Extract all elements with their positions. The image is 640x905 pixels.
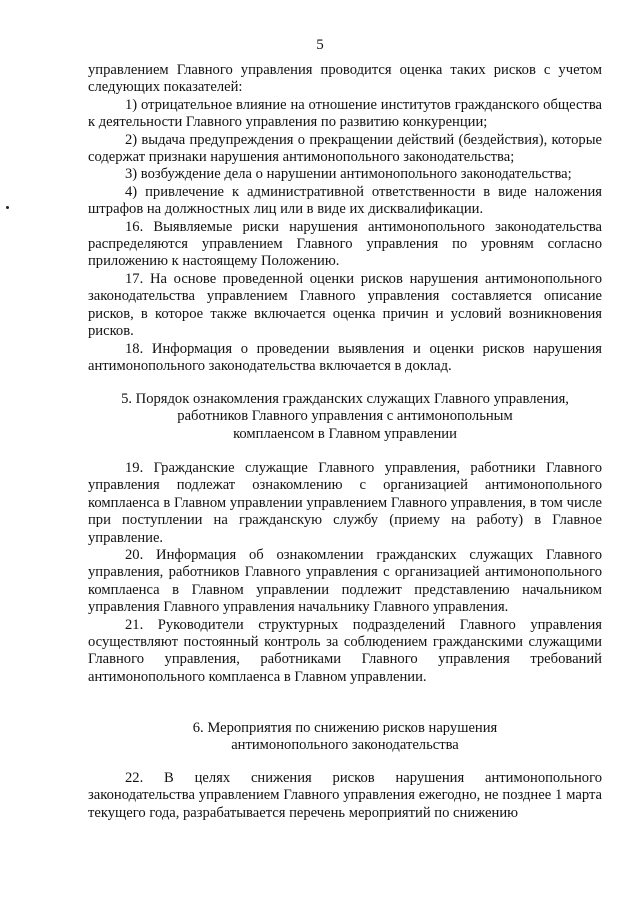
section-6-heading — [88, 720, 602, 755]
text-block-risk-assessment — [88, 62, 602, 375]
paragraph-16: 16. Выявляемые риски нарушения антимонопольного законодательства распределяются управлением Главного управления по уровням согласно приложению к настоящему Положению. — [88, 218, 602, 270]
text-block-risk-reduction — [88, 770, 602, 822]
paragraph-17: 17. На основе проведенной оценки рисков нарушения антимонопольного законодательства управлением Главного управления составляется описание рисков, в которое также включается оценка причин и условий возникновения рисков. — [88, 270, 602, 340]
paragraph-item-2: 2) выдача предупреждения о прекращении действий (бездействия), которые содержат признаки нарушения антимонопольного законодательства; — [88, 131, 602, 166]
paragraph-item-3: 3) возбуждение дела о нарушении антимонопольного законодательства; — [125, 166, 572, 183]
paragraph-20: 20. Информация об ознакомлении гражданских служащих Главного управления, работников Главного управления с организацией антимонопольного комплаенса в Главном управлении подлежит представлению начальником управления Главного управления начальнику Главного управления. — [88, 547, 602, 616]
section-5-heading-line-1: 5. Порядок ознакомления гражданских служащих Главного управления, — [121, 391, 569, 407]
paragraph-21: 21. Руководители структурных подразделений Главного управления осуществляют постоянный контроль за соблюдением гражданскими служащими Главного управления, работниками Главного управления требований антимонопольного комплаенса в Главном управлении. — [88, 616, 602, 685]
text-block-familiarization — [88, 460, 602, 686]
page-number: 5 — [316, 37, 324, 53]
paragraph-18: 18. Информация о проведении выявления и оценки рисков нарушения антимонопольного законодательства включается в доклад. — [88, 340, 602, 374]
paragraph-continuation: управлением Главного управления проводится оценка таких рисков с учетом следующих показателей: — [88, 62, 602, 96]
section-6-heading-line-1: 6. Мероприятия по снижению рисков нарушения — [192, 720, 498, 736]
section-5-heading — [88, 391, 602, 443]
paragraph-22: 22. В целях снижения рисков нарушения антимонопольного законодательства управлением Главного управления ежегодно, не позднее 1 марта текущего года, разрабатывается перечень мероприятий по снижению — [88, 770, 602, 821]
section-5-heading-line-2: работников Главного управления с антимонопольным — [177, 408, 513, 425]
paragraph-item-4: 4) привлечение к административной ответственности в виде наложения штрафов на должностных лиц или в виде их дисквалификации. — [88, 183, 602, 218]
section-6-heading-line-2: антимонопольного законодательства — [231, 737, 459, 754]
section-5-heading-line-3: комплаенсом в Главном управлении — [233, 425, 457, 442]
paragraph-item-1: 1) отрицательное влияние на отношение институтов гражданского общества к деятельности Главного управления по развитию конкуренции; — [88, 96, 602, 131]
paragraph-19: 19. Гражданские служащие Главного управления, работники Главного управления подлежат ознакомлению с организацией антимонопольного комплаенса в Главном управлении управлением Главного управления, в том числе при поступлении на гражданскую службу (приему на работу) в Главное управление. — [88, 460, 602, 546]
margin-dot — [6, 206, 9, 209]
